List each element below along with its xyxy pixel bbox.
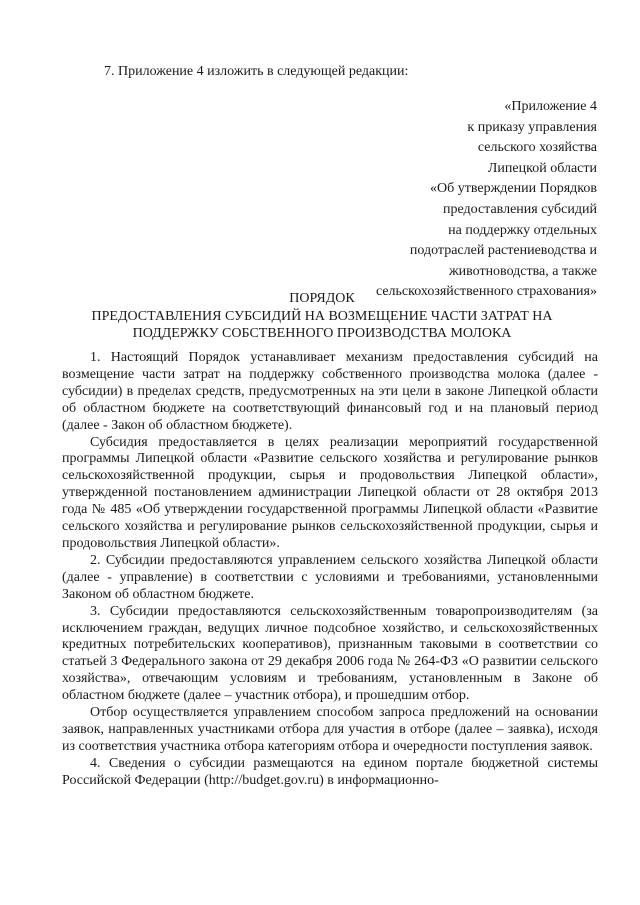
annex-line: подотраслей растениеводства и [409,243,597,259]
annex-line: сельского хозяйства [477,140,597,156]
paragraph-2: Субсидия предоставляется в целях реализации мероприятий государственной программы Липецкой области «Развитие сельского хозяйства и регулирование рынков сельскохозяйственной продукции, сырья и продовольствия Липецкой области», утвержденной постановлением администрации Липецкой области от 28 октября 2013 года № 485 «Об утверждении государственной программы Липецкой области «Развитие сельского хозяйства и регулирование рынков сельскохозяйственной продукции, сырья и продовольствия Липецкой области». [62,434,598,551]
annex-line: на поддержку отдельных [448,222,597,238]
annex-header [297,97,597,303]
amendment-line: 7. Приложение 4 изложить в следующей редакции: [104,64,409,79]
annex-line: сельскохозяйственного страхования» [375,284,597,300]
annex-line: «Приложение 4 [504,99,597,114]
title-line: ПОРЯДОК [289,291,355,306]
annex-line: животноводства, а также [448,263,597,279]
annex-line: Липецкой области [487,160,597,176]
document-body [62,350,598,790]
paragraph-5: Отбор осуществляется управлением способом запроса предложений на основании заявок, направленных участниками отбора для участия в отборе (далее – заявка), исходя из соответствия участника отбора категориям отбора и очередности поступления заявок. [62,705,598,754]
document-title [62,290,582,343]
paragraph-3: 2. Субсидии предоставляются управлением сельского хозяйства Липецкой области (далее - управление) в соответствии с условиями и требованиями, установленными Законом об областном бюджете. [62,552,598,602]
title-line: ПОДДЕРЖКУ СОБСТВЕННОГО ПРОИЗВОДСТВА МОЛОКА [132,326,512,341]
paragraph-1: 1. Настоящий Порядок устанавливает механизм предоставления субсидий на возмещение части затрат на поддержку собственного производства молока (далее - субсидии) в пределах средств, предусмотренных на эти цели в законе Липецкой области об областном бюджете на соответствующий финансовый год и на плановый период (далее - Закон об областном бюджете). [62,350,598,433]
annex-line: предоставления субсидий [442,201,597,217]
annex-line: к приказу управления [467,119,597,135]
annex-line: «Об утверждении Порядков [430,181,597,197]
paragraph-4: 3. Субсидии предоставляются сельскохозяйственным товаропроизводителям (за исключением граждан, ведущих личное подсобное хозяйство, и сельскохозяйственных кредитных потребительских кооперативов), признанным таковыми в соответствии со статьей 3 Федерального закона от 29 декабря 2006 года № 264-ФЗ «О развитии сельского хозяйства», отвечающим условиям и требованиям, установленным в Законе об областном бюджете (далее – участник отбора), и прошедшим отбор. [62,603,598,704]
paragraph-6: 4. Сведения о субсидии размещаются на едином портале бюджетной системы Российской Федерации (http://budget.gov.ru) в информационно- [62,755,598,788]
title-line: ПРЕДОСТАВЛЕНИЯ СУБСИДИЙ НА ВОЗМЕЩЕНИЕ ЧАСТИ ЗАТРАТ НА [91,308,553,324]
